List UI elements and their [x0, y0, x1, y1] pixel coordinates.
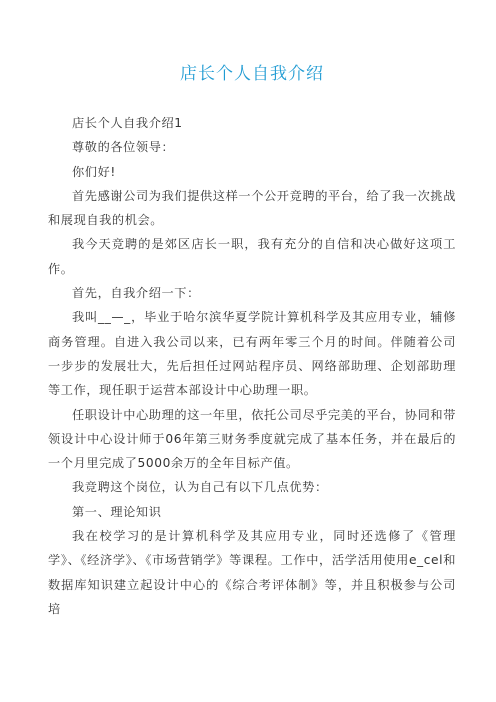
paragraph-background: 我叫__—_，毕业于哈尔滨华夏学院计算机科学及其应用专业，辅修商务管理。自进入我公司以来，已有两年零三个月的时间。伴随着公司一步步的发展壮大，先后担任过网站程序员、网络部助理、企划部助理等工作，现任职于运营本部设计中心助理一职。	[48, 310, 456, 398]
paragraph-section-theory: 第一、理论知识	[72, 504, 162, 519]
paragraph-advantages-lead: 我竞聘这个岗位，认为自己有以下几点优势：	[72, 480, 328, 495]
paragraph-salutation: 尊敬的各位领导：	[72, 140, 175, 155]
paragraph-thanks: 首先感谢公司为我们提供这样一个公开竞聘的平台，给了我一次挑战和展现自我的机会。	[48, 188, 456, 228]
paragraph-achievements: 任职设计中心助理的这一年里，依托公司尽乎完美的平台，协同和带领设计中心设计师于06年第三财务季度就完成了基本任务，并在最后的一个月里完成了5000余万的全年目标产值。	[48, 407, 456, 471]
paragraph-greeting: 你们好!	[72, 164, 116, 179]
paragraph-heading-1: 店长个人自我介绍1	[72, 116, 183, 130]
paragraph-theory-detail: 我在校学习的是计算机科学及其应用专业，同时还选修了《管理学》、《经济学》、《市场营销学》等课程。工作中，活学活用使用e_cel和数据库知识建立起设计中心的《综合考评体制》等，并且积极参与公司培	[48, 529, 456, 616]
paragraph-intro-lead: 首先，自我介绍一下：	[72, 286, 200, 301]
paragraph-position: 我今天竞聘的是郊区店长一职，我有充分的自信和决心做好这项工作。	[48, 237, 456, 276]
document-title: 店长个人自我介绍	[180, 64, 324, 84]
